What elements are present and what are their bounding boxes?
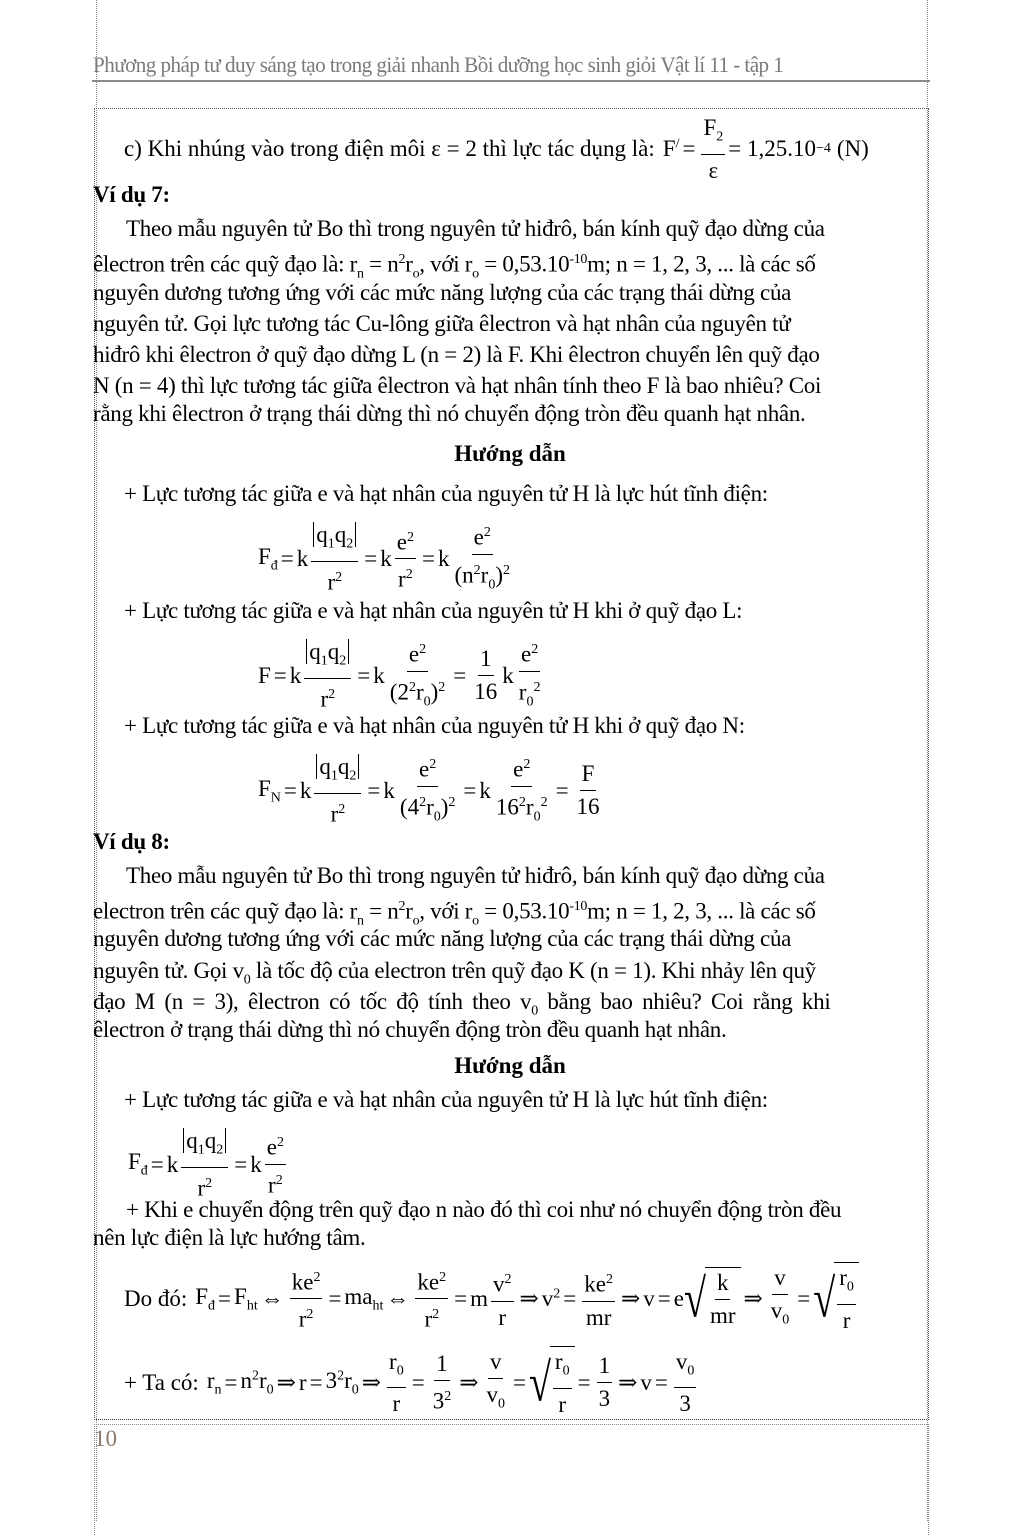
example-8-line-6: êlectron ở trạng thái dừng thì nó chuyển động tròn đều quanh hạt nhân. (93, 1017, 727, 1042)
example-8-line-1: Theo mẫu nguyên tử Bo thì trong nguyên tử hiđrô, bán kính quỹ đạo dừng của (126, 863, 825, 888)
example-7-step-2: + Lực tương tác giữa e và hạt nhân của nguyên tử H khi ở quỹ đạo L: (124, 598, 743, 623)
example-7-line-4: nguyên tử. Gọi lực tương tác Cu-lông giữa êlectron và hạt nhân của nguyên tử (93, 311, 791, 336)
example-7-line-5: hiđrô khi êlectron ở quỹ đạo dừng L (n = 2) là F. Khi êlectron chuyển lên quỹ đạo (93, 342, 820, 367)
example-8-line-2: electron trên các quỹ đạo là: $r_n = n^2r_o$, với $r_o = 0,53.10^{-10}m$; n = 1, 2, 3, ... là các số (93, 898, 816, 929)
example-8-line-4: nguyên tử. Gọi $v_0$ là tốc độ của electron trên quỹ đạo K (n = 1). Khi nhảy lên quỹ (93, 958, 816, 988)
fraction: $\frac{F_2}{\varepsilon}$ (703, 115, 724, 183)
header-rule (92, 80, 930, 82)
footer-frame (94, 1424, 929, 1535)
example-7-line-7: rằng khi êlectron ở trạng thái dừng thì nó chuyển động tròn đều quanh hạt nhân. (93, 401, 806, 426)
equation-centripetal: Do đó: $F_đ$ = $F_{ht}$ ⇔ $\frac{ke^2}{r^2}$ = $ma_{ht}$ ⇔ $\frac{ke^2}{r^2}$ = m $\frac{v^2}{r}$ ⇒ $v^2$ = $\frac{ke^2}{mr}$ ⇒ v = e √ $\frac{k}{mr}$ ⇒ $\frac{v}{v_0}$ = √ $\frac{r_0}{r}$ (124, 1262, 859, 1336)
equation-orbit-N: $F_N$ = k $\frac{q_1q_2}{r^2}$ = k $\frac{e^2}{(4^2r_0)^2}$ = k $\frac{e^2}{16^2r_0^2}$ = $\frac{F}{16}$ (258, 750, 605, 832)
example-8-title: Ví dụ 8: (93, 829, 170, 854)
page-number: 10 (94, 1426, 117, 1451)
example-7-line-3: nguyên dương tương ứng với các mức năng lượng của các trạng thái dừng của (93, 280, 792, 305)
equation-coulomb-general: $F_đ$ = k $\frac{q_1q_2}{r^2}$ = k $\frac{e^2}{r^2}$ = k $\frac{e^2}{(n^2r_0)^2}$ (258, 518, 515, 600)
example-8-step-2-line-2: nên lực điện là lực hướng tâm. (93, 1225, 366, 1250)
example-7-step-1: + Lực tương tác giữa e và hạt nhân của nguyên tử H là lực hút tĩnh điện: (124, 481, 768, 506)
running-header: Phương pháp tư duy sáng tạo trong giải nhanh Bồi dưỡng học sinh giỏi Vật lí 11 - tập 1 (93, 52, 784, 77)
example-8-line-3: nguyên dương tương ứng với các mức năng lượng của các trạng thái dừng của (93, 926, 792, 951)
square-root: √ $\frac{r_0}{r}$ (529, 1346, 575, 1420)
equation-velocity-ratio: + Ta có: $r_n$ = $n^2r_0$ ⇒ r = $3^2r_0$ ⇒ $\frac{r_0}{r}$ = $\frac{1}{3^2}$ ⇒ $\frac{v}{v_0}$ = √ $\frac{r_0}{r}$ = $\frac{1}{3}$ ⇒ v = $\frac{v_0}{3}$ (124, 1346, 699, 1420)
example-7-guide-title: Hướng dẫn (454, 441, 566, 466)
example-8-step-1: + Lực tương tác giữa e và hạt nhân của nguyên tử H là lực hút tĩnh điện: (124, 1087, 768, 1112)
part-c-line: c) Khi nhúng vào trong điện môi ε = 2 thì lực tác dụng là: F/ = $\frac{F_2}{\varepsilon}$ = 1,25.10 −4 (N) (124, 113, 869, 186)
example-7-title: Ví dụ 7: (93, 182, 170, 207)
equation-coulomb-simple: $F_đ$ = k $\frac{q_1q_2}{r^2}$ = k $\frac{e^2}{r^2}$ (128, 1128, 284, 1201)
example-8-guide-title: Hướng dẫn (454, 1053, 566, 1078)
part-c-text: c) Khi nhúng vào trong điện môi ε = 2 thì lực tác dụng là: (124, 136, 655, 162)
example-7-line-1: Theo mẫu nguyên tử Bo thì trong nguyên tử hiđrô, bán kính quỹ đạo dừng của (126, 216, 825, 241)
example-8-line-5: đạo M (n = 3), êlectron có tốc độ tính theo $v_0$ bằng bao nhiêu? Coi rằng khi (93, 989, 831, 1019)
square-root: √ $\frac{k}{mr}$ (684, 1267, 741, 1331)
square-root: √ $\frac{r_0}{r}$ (813, 1262, 859, 1336)
equation-orbit-L: F = k $\frac{q_1q_2}{r^2}$ = k $\frac{e^2}{(2^2r_0)^2}$ = $\frac{1}{16}$ k $\frac{e^2}{r_0^2}$ (258, 635, 545, 717)
example-7-line-6: N (n = 4) thì lực tương tác giữa êlectron và hạt nhân tính theo F là bao nhiêu? Coi (93, 373, 822, 398)
example-8-step-2-line-1: + Khi e chuyển động trên quỹ đạo n nào đó thì coi như nó chuyển động tròn đều (126, 1197, 842, 1222)
math-f-prime: F/ (662, 136, 680, 162)
example-7-line-2: êlectron trên các quỹ đạo là: $r_n = n^2r_o$, với $r_o = 0,53.10^{-10}m$; n = 1, 2, 3, ... là các số (93, 251, 816, 282)
example-7-step-3: + Lực tương tác giữa e và hạt nhân của nguyên tử H khi ở quỹ đạo N: (124, 713, 745, 738)
